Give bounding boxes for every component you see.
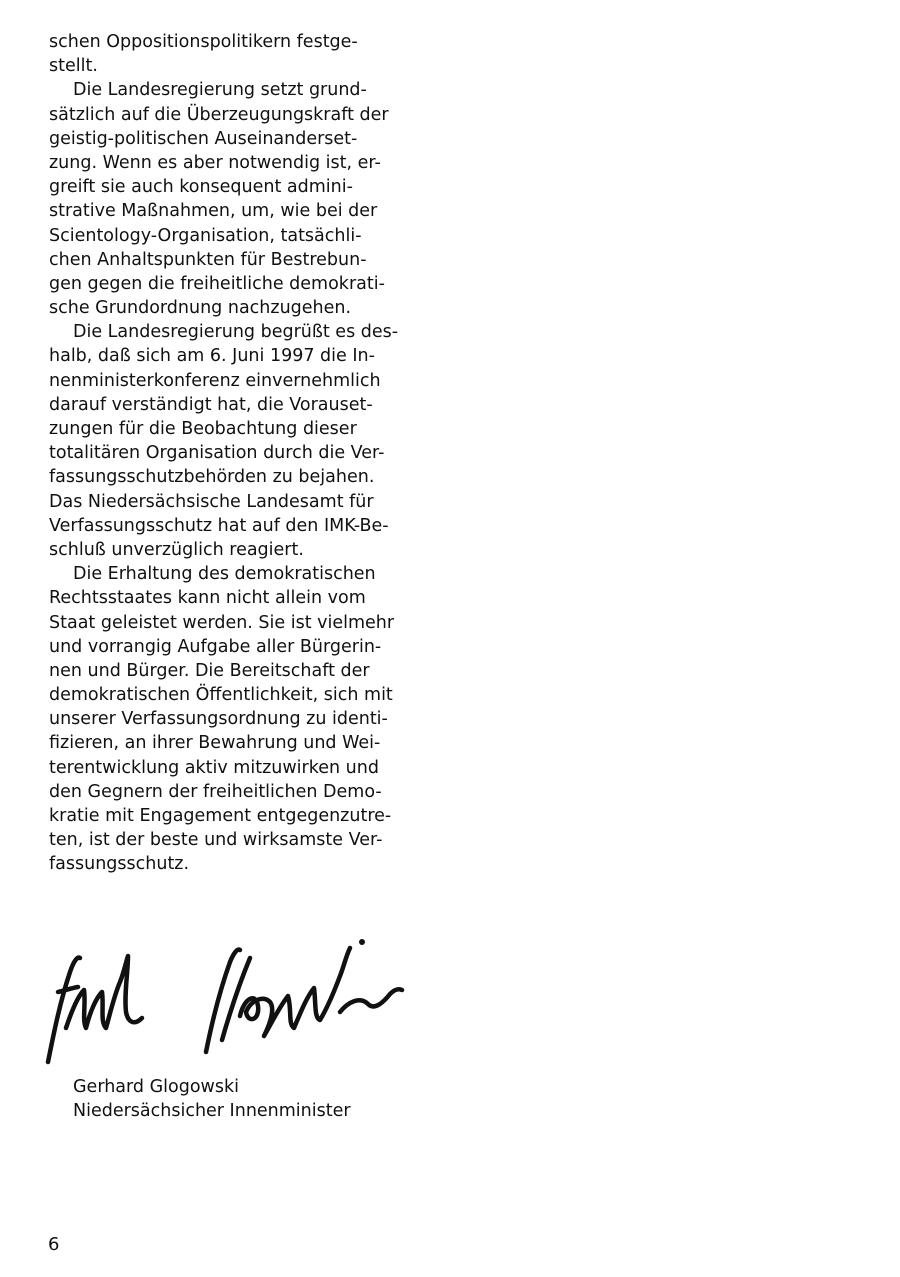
- text-line: Rechtsstaates kann nicht allein vom: [49, 588, 366, 609]
- text-line: Scientology-Organisation, tatsächli-: [49, 225, 362, 246]
- signer-name: Gerhard Glogowski: [73, 1077, 239, 1097]
- text-line: gen gegen die freiheitliche demokrati-: [49, 273, 385, 294]
- text-line: strative Maßnahmen, um, wie bei der: [49, 201, 378, 222]
- text-line: terentwicklung aktiv mitzuwirken und: [49, 757, 379, 778]
- text-line: Die Erhaltung des demokratischen: [73, 564, 376, 585]
- text-line: halb, daß sich am 6. Juni 1997 die In-: [49, 346, 375, 367]
- text-line: Verfassungsschutz hat auf den IMK-Be-: [49, 515, 389, 536]
- text-line: Das Niedersächsische Landesamt für: [49, 491, 374, 512]
- text-line: nen und Bürger. Die Bereitschaft der: [49, 660, 370, 681]
- paragraph-1: [49, 30, 419, 78]
- text-line: schluß unverzüglich reagiert.: [49, 539, 304, 560]
- text-line: Die Landesregierung setzt grund-: [73, 80, 367, 101]
- text-line: Staat geleistet werden. Sie ist vielmehr: [49, 612, 395, 633]
- text-line: geistig-politischen Auseinanderset-: [49, 128, 358, 149]
- text-line: totalitären Organisation durch die Ver-: [49, 443, 385, 464]
- text-line: fassungsschutz.: [49, 854, 190, 875]
- text-line: den Gegnern der freiheitlichen Demo-: [49, 781, 382, 802]
- text-line: Die Landesregierung begrüßt es des-: [73, 322, 399, 343]
- text-line: kratie mit Engagement entgegenzutre-: [49, 806, 392, 826]
- text-line: sätzlich auf die Überzeugungskraft der: [49, 104, 389, 125]
- text-line: zung. Wenn es aber notwendig ist, er-: [49, 152, 381, 173]
- paragraph-2: [49, 78, 419, 320]
- text-line: darauf verständigt hat, die Vorauset-: [49, 394, 373, 415]
- page-number: 6: [48, 1234, 60, 1255]
- text-line: fassungsschutzbehörden zu bejahen.: [49, 467, 375, 488]
- text-line: sche Grundordnung nachzugehen.: [49, 298, 352, 319]
- text-line: und vorrangig Aufgabe aller Bürgerin-: [49, 636, 382, 657]
- text-line: demokratischen Öffentlichkeit, sich mit: [49, 685, 393, 706]
- signature-image: [44, 932, 406, 1072]
- paragraph-3: [49, 320, 419, 562]
- text-line: greift sie auch konsequent admini-: [49, 177, 353, 198]
- text-line: nenministerkonferenz einvernehmlich: [49, 370, 381, 391]
- signer-block: [73, 1076, 351, 1123]
- text-line: unserer Verfassungsordnung zu identi-: [49, 709, 388, 730]
- text-line: ten, ist der beste und wirksamste Ver-: [49, 830, 383, 851]
- body-text: [49, 30, 419, 877]
- text-line: fizieren, an ihrer Bewahrung und Wei-: [49, 733, 381, 754]
- text-line: stellt.: [49, 56, 98, 77]
- text-line: zungen für die Beobachtung dieser: [49, 419, 357, 439]
- text-line: chen Anhaltspunkten für Bestrebun-: [49, 249, 367, 270]
- signer-title: Niedersächsicher Innenminister: [73, 1100, 351, 1121]
- text-line: schen Oppositionspolitikern festge-: [49, 32, 358, 52]
- paragraph-4: [49, 562, 419, 876]
